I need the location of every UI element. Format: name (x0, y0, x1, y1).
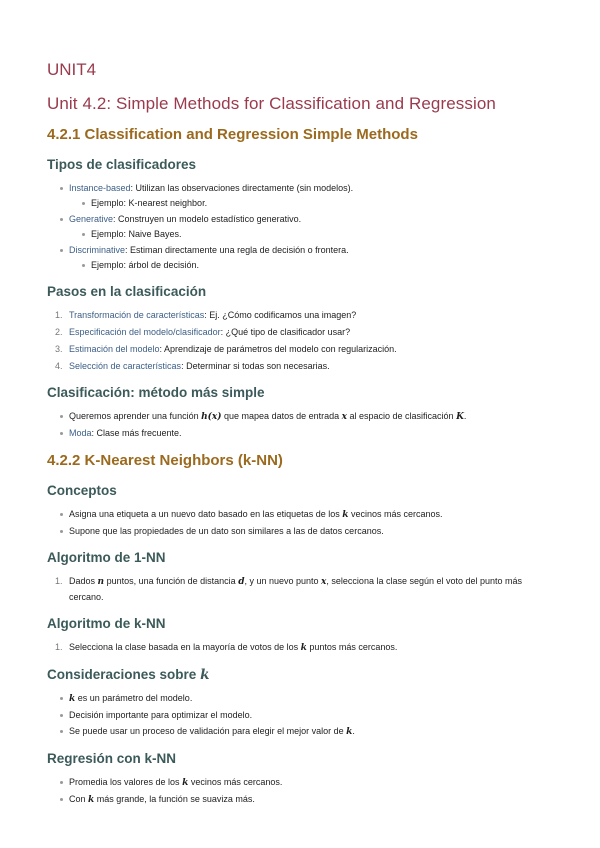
list-item: Estimación del modelo: Aprendizaje de parámetros del modelo con regularización. (69, 344, 397, 354)
unit-heading: UNIT4 (47, 60, 97, 79)
subheading-tipos: Tipos de clasificadores (47, 157, 197, 172)
subheading-alg-knn: Algoritmo de k-NN (47, 616, 166, 631)
section-heading-4-2-1: 4.2.1 Classification and Regression Simple Methods (47, 126, 418, 143)
list-item: Moda: Clase más frecuente. (69, 426, 553, 441)
term-generative: Generative (69, 214, 114, 224)
conceptos-list (47, 507, 553, 539)
section-heading-4-2-2: 4.2.2 K-Nearest Neighbors (k-NN) (47, 452, 283, 469)
subheading-consideraciones: Consideraciones sobre k (47, 667, 210, 683)
list-item: Ejemplo: K-nearest neighbor. (91, 196, 553, 211)
list-item: Selección de características: Determinar si todas son necesarias. (69, 361, 330, 371)
list-item: Dados n puntos, una función de distancia d, y un nuevo punto x, selecciona la clase según el voto del punto más cercano. (69, 576, 523, 602)
list-item: Selecciona la clase basada en la mayoría de votos de los k puntos más cercanos. (69, 642, 398, 653)
list-item: k es un parámetro del modelo. (69, 691, 553, 707)
list-item: Queremos aprender una función h(x) que mapea datos de entrada x al espacio de clasificación K. (69, 409, 553, 425)
consideraciones-list (47, 691, 553, 740)
list-item: Supone que las propiedades de un dato son similares a las de datos cercanos. (69, 524, 553, 539)
tipos-list (47, 181, 553, 273)
list-item: Promedia los valores de los k vecinos más cercanos. (69, 775, 553, 791)
metodo-simple-list (47, 409, 553, 441)
list-item: Ejemplo: Naive Bayes. (91, 227, 553, 242)
page-title: Unit 4.2: Simple Methods for Classification and Regression (47, 94, 496, 113)
list-item: Transformación de características: Ej. ¿Cómo codificamos una imagen? (69, 310, 357, 320)
alg-knn-list (47, 640, 553, 656)
pasos-list (47, 308, 553, 374)
list-item: Ejemplo: árbol de decisión. (91, 258, 553, 273)
subheading-alg-1nn: Algoritmo de 1-NN (47, 550, 166, 565)
list-item: Especificación del modelo/clasificador: ¿Qué tipo de clasificador usar? (69, 327, 351, 337)
term-instance-based: Instance-based (69, 183, 131, 193)
subheading-pasos: Pasos en la clasificación (47, 284, 207, 299)
subheading-conceptos: Conceptos (47, 483, 117, 498)
list-item: Decisión importante para optimizar el modelo. (69, 708, 553, 723)
math-hx: h(x) (201, 412, 222, 422)
subheading-regresion: Regresión con k-NN (47, 751, 177, 766)
list-item: Generative: Construyen un modelo estadístico generativo. Ejemplo: Naive Bayes. (69, 212, 553, 242)
list-item: Asigna una etiqueta a un nuevo dato basado en las etiquetas de los k vecinos más cercanos. (69, 507, 553, 523)
regresion-list (47, 775, 553, 808)
list-item: Se puede usar un proceso de validación para elegir el mejor valor de k. (69, 724, 553, 740)
subheading-metodo-simple: Clasificación: método más simple (47, 385, 265, 400)
list-item: Discriminative: Estiman directamente una regla de decisión o frontera. Ejemplo: árbol de decisión. (69, 243, 553, 273)
list-item: Instance-based: Utilizan las observaciones directamente (sin modelos). Ejemplo: K-nearest neighbor. (69, 181, 553, 211)
alg-1nn-list (47, 574, 553, 605)
list-item: Con k más grande, la función se suaviza más. (69, 792, 553, 808)
term-discriminative: Discriminative (69, 245, 126, 255)
